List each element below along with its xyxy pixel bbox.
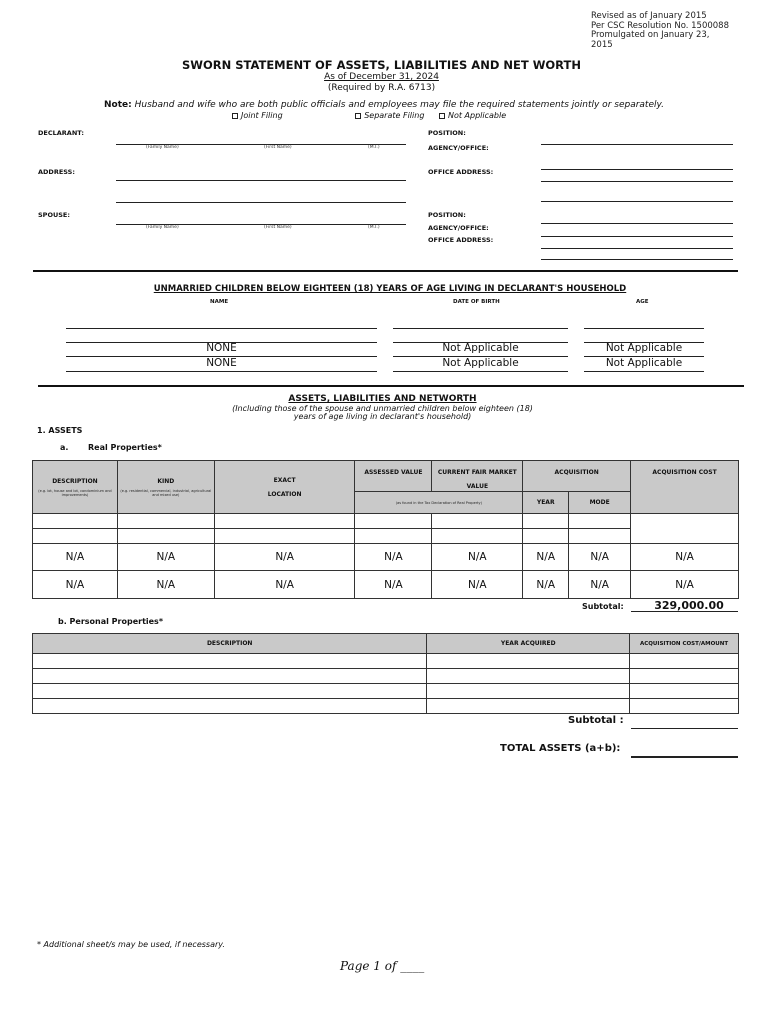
description-header: DESCRIPTION (e.g. lot, house and lot, condominium and improvements) xyxy=(33,461,118,514)
personal-cost-header: ACQUISITION COST/AMOUNT xyxy=(630,634,739,654)
real-empty-cell[interactable] xyxy=(569,514,631,529)
children-title: UNMARRIED CHILDREN BELOW EIGHTEEN (18) YEARS OF AGE LIVING IN DECLARANT'S HOUSEHOLD xyxy=(153,284,627,294)
alnw-subtitle-1: (Including those of the spouse and unmarried children below eighteen (18) xyxy=(232,404,533,413)
children-age-header: AGE xyxy=(636,299,649,305)
real-assessed-cell[interactable]: N/A xyxy=(355,544,432,571)
real-year-cell[interactable]: N/A xyxy=(523,571,569,599)
real-subtotal-value: 329,000.00 xyxy=(654,599,724,612)
table-row xyxy=(33,654,739,669)
real-fair-market-cell[interactable]: N/A xyxy=(432,544,523,571)
note xyxy=(0,100,768,110)
section-divider-1 xyxy=(33,270,738,272)
filing-options xyxy=(232,111,506,120)
child-name-line-3[interactable] xyxy=(66,371,377,372)
spouse-agency-line[interactable] xyxy=(541,236,733,237)
spouse-office-address-line-1[interactable] xyxy=(541,248,733,249)
table-row xyxy=(33,684,739,699)
table-row xyxy=(33,669,739,684)
page-number: Page 1 of ____ xyxy=(340,959,425,973)
acquisition-cost-header: ACQUISITION COST xyxy=(631,461,739,514)
personal-cell[interactable] xyxy=(33,669,427,684)
real-empty-cell[interactable] xyxy=(117,529,214,544)
table-row xyxy=(33,571,739,599)
address-line-2[interactable] xyxy=(116,202,406,203)
declarant-label: DECLARANT: xyxy=(38,129,84,137)
spouse-position-label: POSITION: xyxy=(428,211,466,219)
real-empty-cell[interactable] xyxy=(523,529,569,544)
real-description-cell[interactable]: N/A xyxy=(33,571,118,599)
child-name-line-0[interactable] xyxy=(66,328,377,329)
child-row-1-name: NONE xyxy=(206,342,237,354)
spouse-family-name-caption: (Family Name) xyxy=(146,225,179,230)
family-name-caption: (Family Name) xyxy=(146,145,179,150)
children-name-header: NAME xyxy=(210,299,229,305)
spouse-mi-caption: (M.I.) xyxy=(368,225,380,230)
total-assets-line[interactable] xyxy=(631,756,738,758)
kind-header: KIND (e.g. residential, commercial, industrial, agricultural and mixed use) xyxy=(117,461,214,514)
revision-line-2: Per CSC Resolution No. 1500088 xyxy=(591,20,730,31)
real-empty-cell[interactable] xyxy=(432,529,523,544)
personal-subtotal-line[interactable] xyxy=(631,728,738,729)
office-address-line-1[interactable] xyxy=(541,169,733,170)
separate-filing-option[interactable]: Separate Filing xyxy=(355,111,424,120)
personal-cell[interactable] xyxy=(630,654,739,669)
spouse-office-address-label: OFFICE ADDRESS: xyxy=(428,236,494,244)
real-year-cell[interactable]: N/A xyxy=(523,544,569,571)
acquisition-header: ACQUISITION xyxy=(523,461,631,492)
personal-properties-label: b. Personal Properties* xyxy=(58,617,164,626)
section-divider-2 xyxy=(38,385,744,387)
real-empty-cell[interactable] xyxy=(355,514,432,529)
address-label: ADDRESS: xyxy=(38,168,75,176)
real-mode-cell[interactable]: N/A xyxy=(569,571,631,599)
revision-line-1: Revised as of January 2015 xyxy=(591,11,707,21)
exact-location-header: EXACT LOCATION xyxy=(214,461,355,514)
agency-label: AGENCY/OFFICE: xyxy=(428,144,489,152)
table-row xyxy=(33,699,739,714)
checkbox-icon[interactable] xyxy=(439,113,445,119)
revision-line-3: Promulgated on January 23, xyxy=(591,30,710,40)
personal-cell[interactable] xyxy=(427,699,630,714)
address-line-1[interactable] xyxy=(116,180,406,181)
real-fair-market-cell[interactable]: N/A xyxy=(432,571,523,599)
real-kind-cell[interactable]: N/A xyxy=(117,544,214,571)
real-cost-cell[interactable]: N/A xyxy=(631,544,739,571)
real-empty-cell[interactable] xyxy=(631,514,739,544)
personal-description-header: DESCRIPTION xyxy=(33,634,427,654)
spouse-position-line[interactable] xyxy=(541,223,733,224)
office-address-line-2[interactable] xyxy=(541,181,733,182)
child-row-1-dob: Not Applicable xyxy=(442,342,519,354)
position-label: POSITION: xyxy=(428,129,466,137)
child-dob-line-0[interactable] xyxy=(393,328,568,329)
alnw-title: ASSETS, LIABILITIES AND NETWORTH xyxy=(288,394,477,404)
real-properties-table xyxy=(32,460,739,599)
real-empty-cell[interactable] xyxy=(117,514,214,529)
as-of-date: As of December 31, 2024 xyxy=(324,72,439,82)
personal-cell[interactable] xyxy=(33,654,427,669)
child-age-line-3[interactable] xyxy=(584,371,704,372)
revision-note xyxy=(591,12,729,50)
mi-caption: (M.I.) xyxy=(368,145,380,150)
personal-cell[interactable] xyxy=(427,669,630,684)
real-location-cell[interactable]: N/A xyxy=(214,571,355,599)
office-address-line-3[interactable] xyxy=(541,201,733,202)
personal-cell[interactable] xyxy=(427,684,630,699)
real-empty-cell[interactable] xyxy=(355,529,432,544)
value-subcaption: (as found in the Tax Declaration of Real Property) xyxy=(355,492,523,514)
child-row-1-age: Not Applicable xyxy=(605,342,683,354)
note-text: Husband and wife who are both public officials and employees may file the required statements jointly or separately. xyxy=(134,100,664,110)
real-mode-cell[interactable]: N/A xyxy=(569,544,631,571)
real-properties-label: Real Properties* xyxy=(88,443,162,452)
not-applicable-option[interactable]: Not Applicable xyxy=(439,111,506,120)
real-location-cell[interactable]: N/A xyxy=(214,544,355,571)
real-empty-cell[interactable] xyxy=(33,529,118,544)
personal-year-header: YEAR ACQUIRED xyxy=(427,634,630,654)
note-label: Note: xyxy=(104,100,132,110)
page-title: SWORN STATEMENT OF ASSETS, LIABILITIES AND NET WORTH xyxy=(182,58,581,72)
alnw-subtitle-2: years of age living in declarant's household) xyxy=(293,412,472,421)
personal-cell[interactable] xyxy=(630,699,739,714)
year-header: YEAR xyxy=(523,492,569,514)
personal-cell[interactable] xyxy=(427,654,630,669)
real-kind-cell[interactable]: N/A xyxy=(117,571,214,599)
first-name-caption: (First Name) xyxy=(264,145,292,150)
fair-market-value-header: CURRENT FAIR MARKET VALUE xyxy=(432,461,523,492)
checkbox-icon[interactable] xyxy=(232,113,238,119)
revision-line-4: 2015 xyxy=(591,39,613,50)
spouse-first-name-caption: (First Name) xyxy=(264,225,292,230)
real-empty-cell[interactable] xyxy=(214,514,355,529)
personal-properties-table xyxy=(32,633,739,714)
real-subtotal-label: Subtotal: xyxy=(582,602,624,611)
total-assets-label: TOTAL ASSETS (a+b): xyxy=(500,743,621,754)
personal-cell[interactable] xyxy=(630,684,739,699)
real-assessed-cell[interactable]: N/A xyxy=(355,571,432,599)
assessed-value-header: ASSESSED VALUE xyxy=(355,461,432,492)
child-dob-line-3[interactable] xyxy=(393,371,568,372)
personal-cell[interactable] xyxy=(33,684,427,699)
assets-heading: 1. ASSETS xyxy=(37,426,83,435)
mode-header: MODE xyxy=(569,492,631,514)
real-empty-cell[interactable] xyxy=(432,514,523,529)
child-age-line-0[interactable] xyxy=(584,328,704,329)
real-empty-cell[interactable] xyxy=(33,514,118,529)
personal-subtotal-label: Subtotal : xyxy=(568,715,624,726)
child-row-2-name: NONE xyxy=(206,357,237,369)
real-empty-cell[interactable] xyxy=(569,529,631,544)
child-row-2-dob: Not Applicable xyxy=(442,357,519,369)
required-by: (Required by R.A. 6713) xyxy=(327,83,436,93)
real-description-cell[interactable]: N/A xyxy=(33,544,118,571)
real-empty-cell[interactable] xyxy=(523,514,569,529)
real-cost-cell[interactable]: N/A xyxy=(631,571,739,599)
real-properties-letter: a. xyxy=(60,443,69,452)
footnote: * Additional sheet/s may be used, if necessary. xyxy=(37,940,225,949)
children-dob-header: DATE OF BIRTH xyxy=(453,299,500,305)
kind-subcaption: (e.g. residential, commercial, industrial, agricultural and mixed use) xyxy=(120,488,212,497)
spouse-office-address-line-2[interactable] xyxy=(541,259,733,260)
spouse-label: SPOUSE: xyxy=(38,211,70,219)
office-address-label: OFFICE ADDRESS: xyxy=(428,168,494,176)
real-empty-cell[interactable] xyxy=(214,529,355,544)
checkbox-icon[interactable] xyxy=(355,113,361,119)
table-row xyxy=(33,544,739,571)
personal-cell[interactable] xyxy=(33,699,427,714)
description-subcaption: (e.g. lot, house and lot, condominium and improvements) xyxy=(38,488,112,497)
real-subtotal-line xyxy=(631,611,738,612)
position-line[interactable] xyxy=(541,144,733,145)
joint-filing-option[interactable]: Joint Filing xyxy=(232,111,283,120)
spouse-agency-label: AGENCY/OFFICE: xyxy=(428,224,489,232)
child-row-2-age: Not Applicable xyxy=(605,357,683,369)
personal-cell[interactable] xyxy=(630,669,739,684)
